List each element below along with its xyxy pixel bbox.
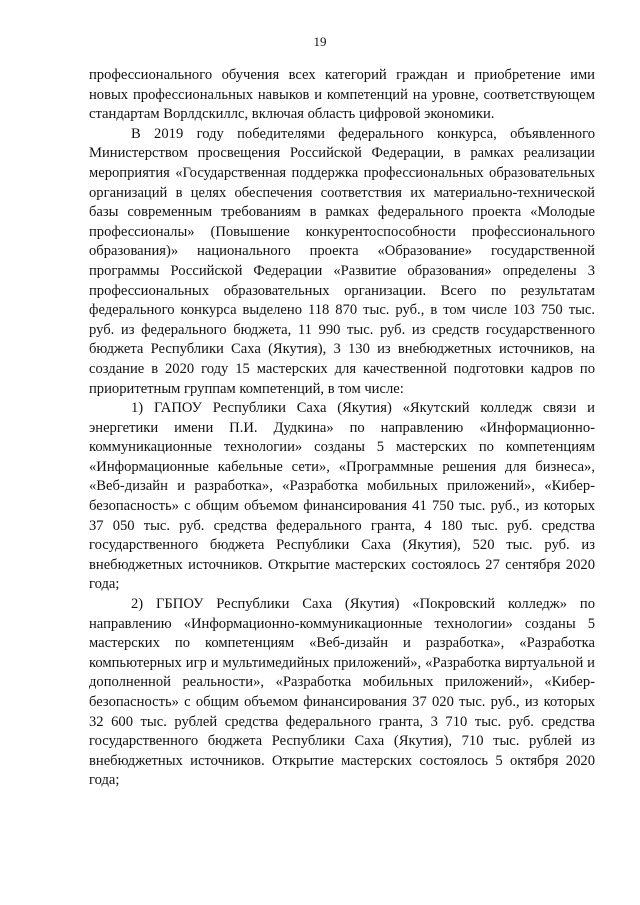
list-item-pokrovsky-college: 2) ГБПОУ Республики Саха (Якутия) «Покровский колледж» по направлению «Информационно-коммуникационные технологии» созданы 5 мастерских по компетенциям «Веб-дизайн и разработка», «Разработка компьютерных игр и мультимедийных приложений», «Разработка виртуальной и дополненной реальности», «Разработка мобильных приложений», «Кибер-безопасность» с общим объемом финансирования 37 020 тыс. руб., из которых 32 600 тыс. рублей средства федерального гранта, 3 710 тыс. руб. средства государственного бюджета Республики Саха (Якутия), 710 тыс. рублей из внебюджетных источников. Открытие мастерских состоялось 5 октября 2020 года; [89,596,595,789]
list-item-yakutsk-college: 1) ГАПОУ Республики Саха (Якутия) «Якутский колледж связи и энергетики имени П.И. Дудкина» по направлению «Информационно-коммуникационные технологии» созданы 5 мастерских по компетенциям «Информационные кабельные сети», «Программные решения для бизнеса», «Веб-дизайн и разработка», «Разработка мобильных приложений», «Кибер-безопасность» с общим объемом финансирования 41 750 тыс. руб., из которых 37 050 тыс. руб. средства федерального гранта, 4 180 тыс. руб. средства государственного бюджета Республики Саха (Якутия), 520 тыс. руб. из внебюджетных источников. Открытие мастерских состоялось 27 сентября 2020 года; [89,400,595,593]
paragraph-continuation: профессионального обучения всех категорий граждан и приобретение ими новых профессиональных навыков и компетенций на уровне, соответствующем стандартам Ворлдскиллс, включая область цифровой экономики. [89,67,595,123]
document-body [89,66,595,791]
paragraph-federal-competition: В 2019 году победителями федерального конкурса, объявленного Министерством просвещения Российской Федерации, в рамках реализации мероприятия «Государственная поддержка профессиональных образовательных организаций в целях обеспечения соответствия их материально-технической базы современным требованиям в рамках федерального проекта «Молодые профессионалы» (Повышение конкурентоспособности профессионального образования)» национального проекта «Образование» государственной программы Российской Федерации «Развитие образования» определены 3 профессиональных образовательных организации. Всего по результатам федерального конкурса выделено 118 870 тыс. руб., в том числе 103 750 тыс. руб. из федерального бюджета, 11 990 тыс. руб. из средств государственного бюджета Республики Саха (Якутия), 3 130 из внебюджетных источников, на создание в 2020 году 15 мастерских для качественной подготовки кадров по приоритетным группам компетенций, в том числе: [89,125,595,397]
page-number: 19 [313,34,327,49]
